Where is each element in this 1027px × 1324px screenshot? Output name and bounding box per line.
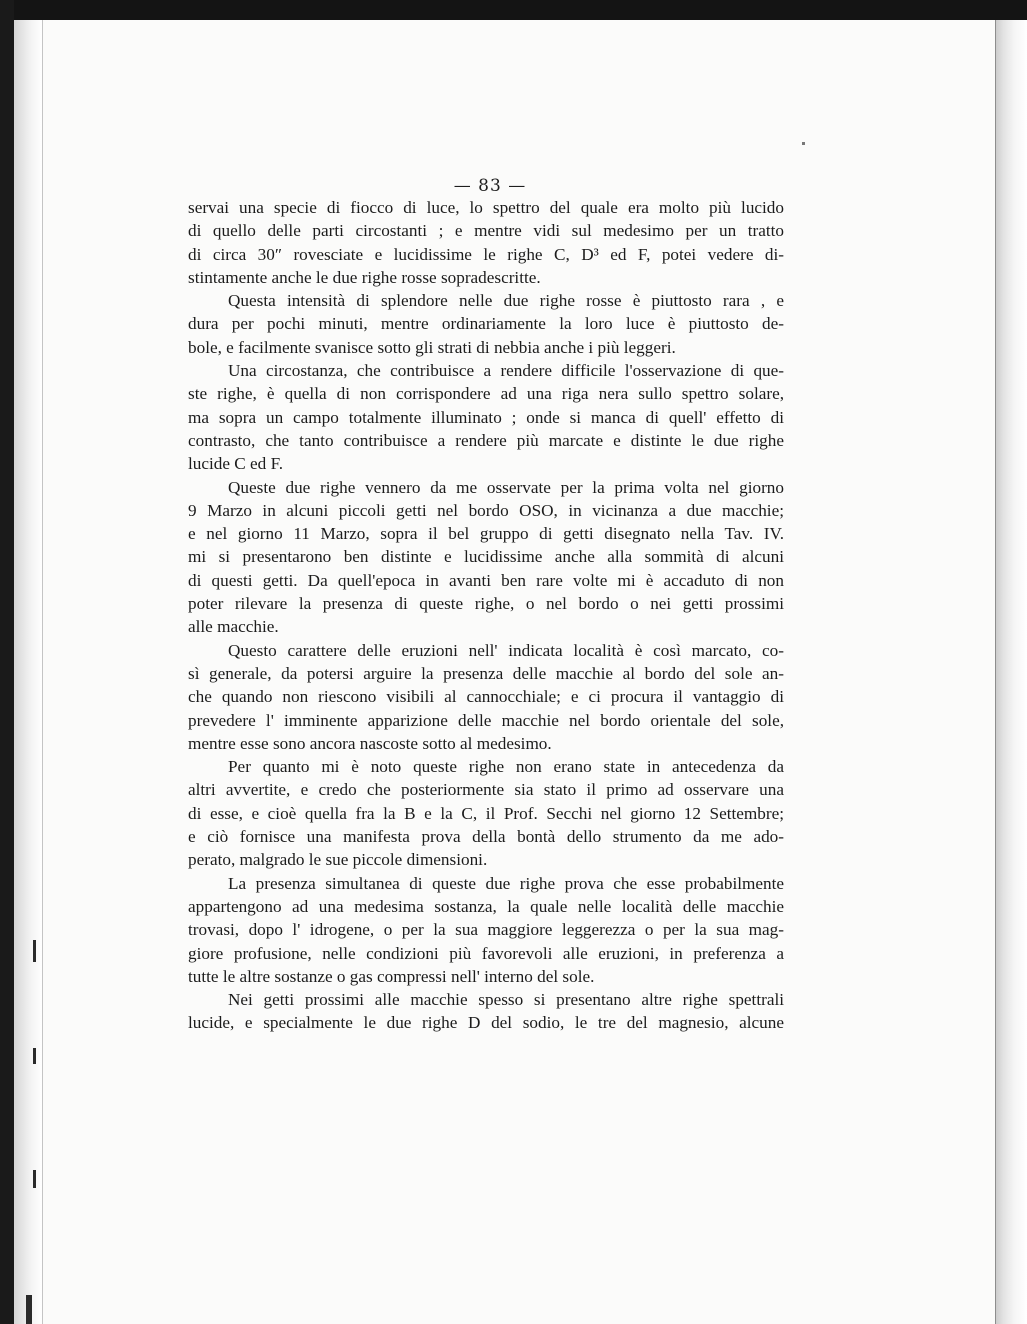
text-line: trovasi, dopo l' idrogene, o per la sua maggiore leggerezza o per la sua mag- [188, 920, 784, 940]
text-line: bole, e facilmente svanisce sotto gli strati di nebbia anche i più leggeri. [188, 337, 676, 357]
text-line: ste righe, è quella di non corrispondere ad una riga nera sullo spettro solare, [188, 384, 784, 404]
page-right-edge [995, 20, 1027, 1324]
text-line: Nei getti prossimi alle macchie spesso si presentano altre righe spettrali [228, 990, 784, 1010]
scan-speck [26, 1295, 32, 1324]
text-line: poter rilevare la presenza di queste righe, o nel bordo o nei getti prossimi [188, 594, 784, 614]
scan-left-border [0, 0, 14, 1324]
text-line: servai una specie di fiocco di luce, lo spettro del quale era molto più lucido [188, 198, 784, 217]
text-line: 9 Marzo in alcuni piccoli getti nel bordo OSO, in vicinanza a due macchie; [188, 500, 784, 520]
page-right-edge-line [995, 20, 996, 1324]
binding-shadow [14, 20, 42, 1324]
text-line: che quando non riescono visibili al cannocchiale; e ci procura il vantaggio di [188, 687, 784, 707]
text-line: e nel giorno 11 Marzo, sopra il bel gruppo di getti disegnato nella Tav. IV. [188, 524, 784, 544]
text-line: Una circostanza, che contribuisce a rendere difficile l'osservazione di que- [228, 361, 784, 381]
page-number: — 83 — [453, 176, 527, 196]
text-line: di esse, e cioè quella fra la B e la C, il Prof. Secchi nel giorno 12 Settembre; [188, 803, 784, 823]
text-line: Per quanto mi è noto queste righe non erano state in antecedenza da [228, 757, 784, 777]
text-line: sì generale, da potersi arguire la presenza delle macchie al bordo del sole an- [188, 663, 784, 683]
text-line: alle macchie. [188, 617, 279, 637]
text-line: appartengono ad una medesima sostanza, la quale nelle località delle macchie [188, 896, 784, 916]
text-line: perato, malgrado le sue piccole dimensioni. [188, 850, 488, 870]
scan-speck [33, 940, 36, 962]
scan-top-border [0, 0, 1027, 20]
text-line: di questi getti. Da quell'epoca in avanti ben rare volte mi è accaduto di non [188, 570, 784, 590]
scan-speck [802, 142, 805, 145]
text-line: Queste due righe vennero da me osservate per la prima volta nel giorno [228, 477, 784, 497]
text-line: Questa intensità di splendore nelle due righe rosse è piuttosto rara , e [228, 291, 784, 311]
text-line: ma sopra un campo totalmente illuminato ; onde si manca di quell' effetto di [188, 407, 784, 427]
text-line: contrasto, che tanto contribuisce a rendere più marcate e distinte le due righe [188, 430, 784, 450]
text-line: dura per pochi minuti, mentre ordinariamente la loro luce è piuttosto de- [188, 314, 784, 334]
text-line: di quello delle parti circostanti ; e mentre vidi sul medesimo per un tratto [188, 221, 784, 241]
body-text [188, 196, 784, 1035]
text-line: lucide C ed F. [188, 454, 284, 474]
text-line: mi si presentarono ben distinte e lucidissime anche alla sommità di alcuni [188, 547, 784, 567]
text-line: mentre esse sono ancora nascoste sotto al medesimo. [188, 733, 552, 753]
text-line: lucide, e specialmente le due righe D del sodio, le tre del magnesio, alcune [188, 1013, 784, 1033]
scan-speck [33, 1048, 36, 1064]
text-line: Questo carattere delle eruzioni nell' indicata località è così marcato, co- [228, 640, 784, 660]
text-line: di circa 30″ rovesciate e lucidissime le righe C, D³ ed F, potei vedere di- [188, 244, 784, 264]
text-line: tutte le altre sostanze o gas compressi nell' interno del sole. [188, 966, 595, 986]
scan-speck [33, 1170, 36, 1188]
text-line: giore profusione, nelle condizioni più favorevoli alle eruzioni, in preferenza a [188, 943, 784, 963]
text-line: stintamente anche le due righe rosse sopradescritte. [188, 267, 541, 287]
text-line: prevedere l' imminente apparizione delle macchie nel bordo orientale del sole, [188, 710, 784, 730]
text-line: La presenza simultanea di queste due righe prova che esse probabilmente [228, 873, 784, 893]
text-line: altri avvertite, e credo che posteriormente sia stato il primo ad osservare una [188, 780, 784, 800]
text-line: e ciò fornisce una manifesta prova della bontà dello strumento da me ado- [188, 827, 784, 847]
